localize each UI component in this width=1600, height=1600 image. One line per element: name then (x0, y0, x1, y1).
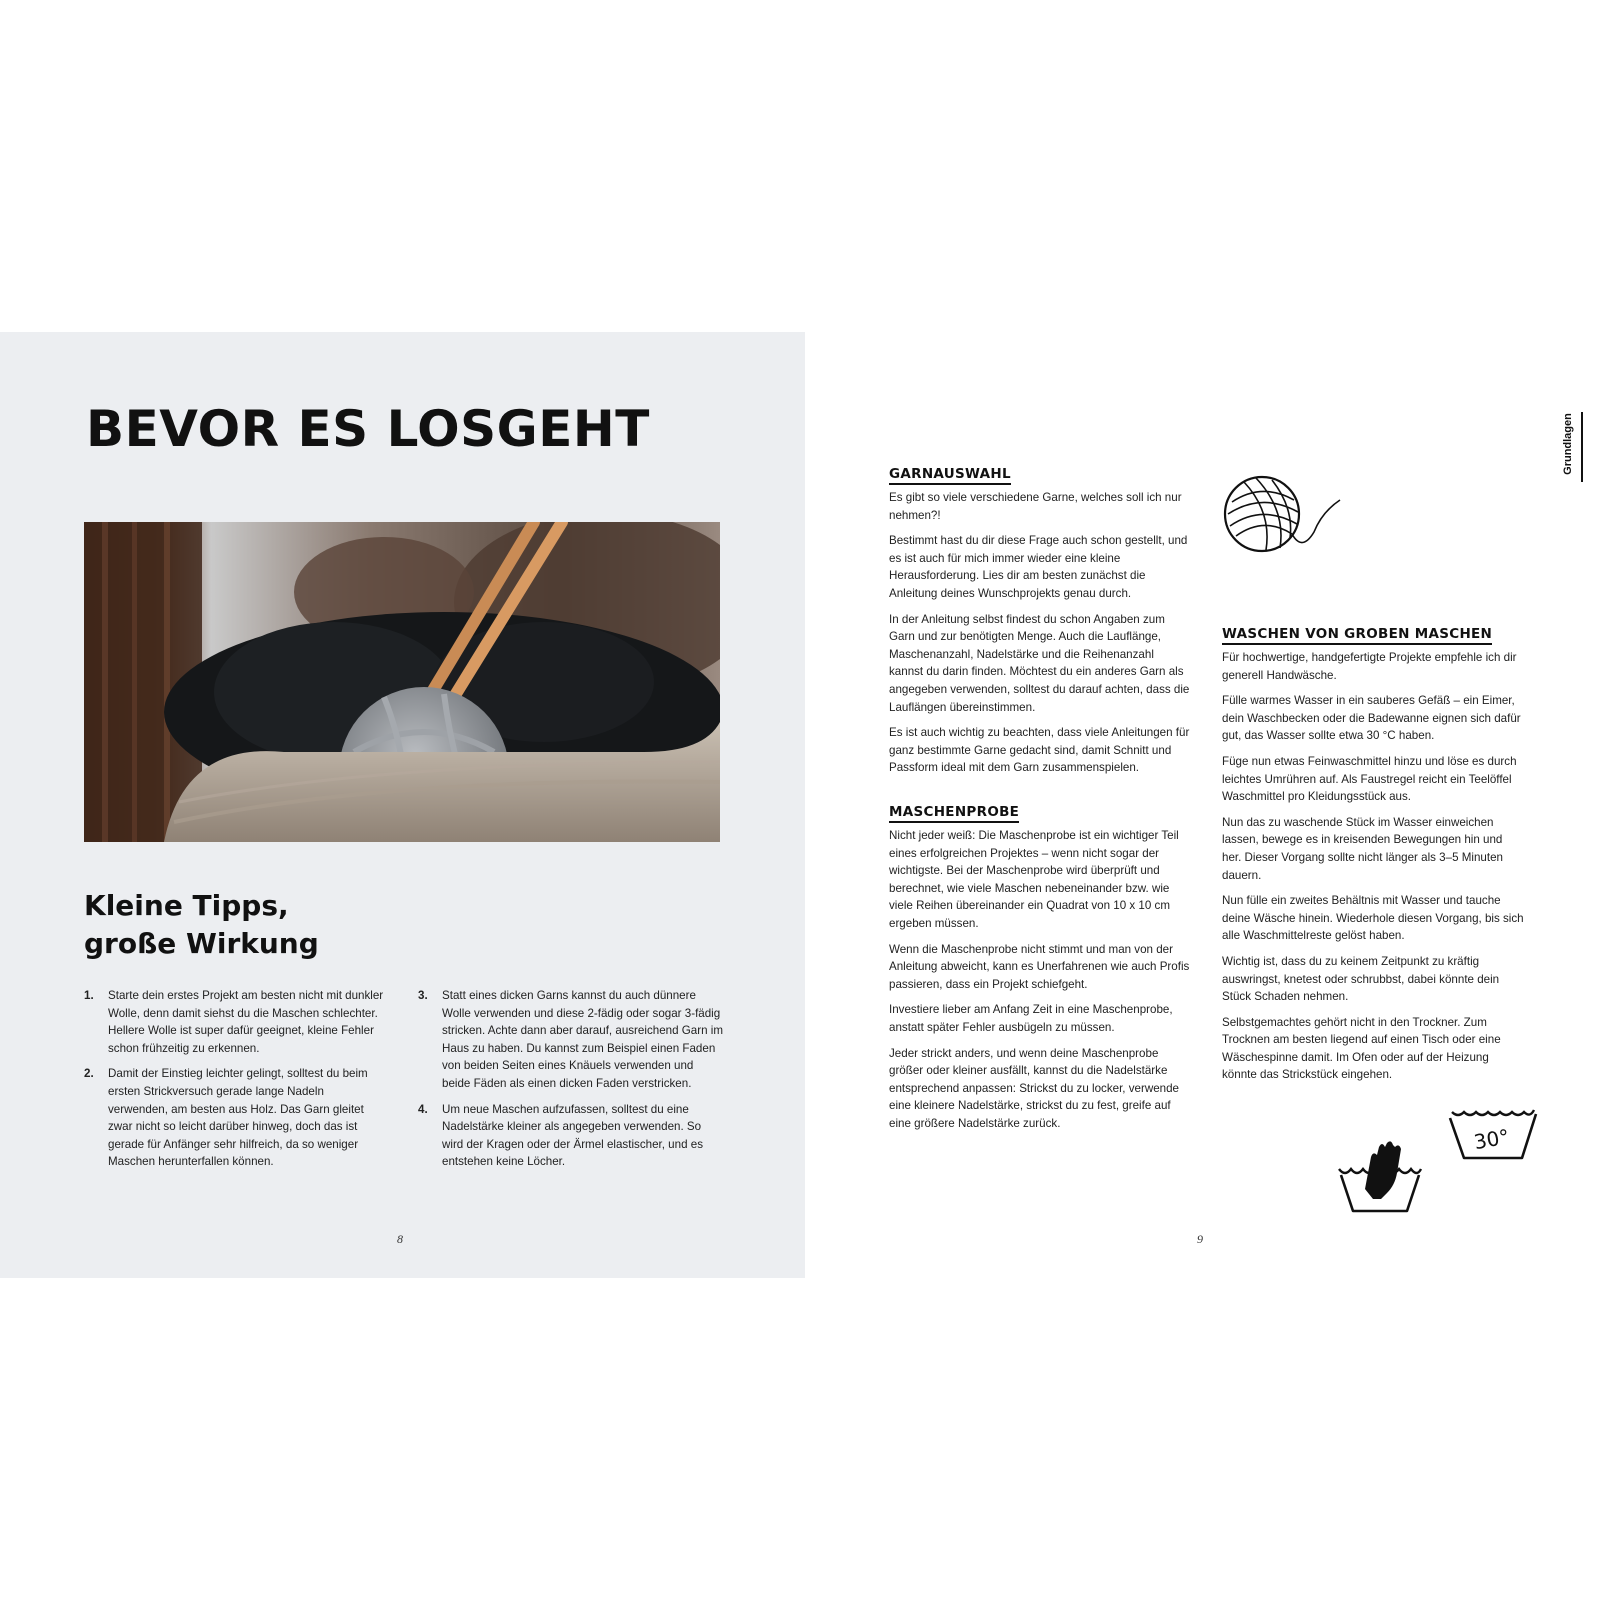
tip-number: 4. (418, 1102, 428, 1116)
paragraph: Nun fülle ein zweites Behältnis mit Wasser und tauche deine Wäsche hinein. Wiederhole diesen Vorgang, bis sich alle Waschmittelreste gelöst haben. (1222, 894, 1524, 943)
page-number-left: 8 (397, 1232, 403, 1246)
tip-item (418, 987, 723, 1093)
paragraph: Es gibt so viele verschiedene Garne, welches soll ich nur nehmen?! (889, 491, 1182, 522)
tip-item (84, 1065, 384, 1171)
book-spread (0, 332, 1600, 1278)
paragraph: Für hochwertige, handgefertigte Projekte empfehle ich dir generell Handwäsche. (1222, 651, 1517, 682)
tips-list-column-1 (84, 987, 384, 1179)
page-number-right: 9 (1197, 1232, 1203, 1246)
paragraph: Bestimmt hast du dir diese Frage auch schon gestellt, und es ist auch für mich immer wieder eine kleine Herausforderung. Lies dir am besten zunächst die Anleitung deines Wunschprojekts genau durch. (889, 534, 1188, 600)
tip-number: 1. (84, 989, 94, 1002)
paragraph: Es ist auch wichtig zu beachten, dass viele Anleitungen für ganz bestimmte Garne gedacht sind, damit Schnitt und Passform ideal mit dem Garn zusammenspielen. (889, 726, 1190, 775)
paragraph: Fülle warmes Wasser in ein sauberes Gefäß – ein Eimer, dein Waschbecken oder die Badewanne eignen sich dafür gut, das Wasser sollte etwa 30 °C haben. (1222, 694, 1521, 743)
heading-garnauswahl: GARNAUSWAHL (889, 466, 1011, 485)
photo-illustration (84, 522, 720, 842)
hand-wash-icon (1335, 1137, 1425, 1222)
chapter-side-tab-label: Grundlagen (1561, 413, 1574, 475)
subtitle-line-1: Kleine Tipps, (84, 889, 289, 922)
paragraph: Nicht jeder weiß: Die Maschenprobe ist ein wichtiger Teil eines erfolgreichen Projektes – wenn nicht sogar der wichtigste. Bei der Maschenprobe wird überprüft und berechnet, wie viele Maschen nebeneinander bzw. wie viele Reihen übereinander ein Quadrat von 10 x 10 cm ergeben müssen. (889, 829, 1179, 930)
heading-waschen: WASCHEN VON GROBEN MASCHEN (1222, 626, 1492, 645)
section-garnauswahl (889, 466, 1191, 785)
wash-30-icon (1448, 1102, 1540, 1173)
tips-list-column-2 (418, 987, 723, 1179)
left-page (0, 332, 805, 1278)
paragraph: In der Anleitung selbst findest du schon Angaben zum Garn und zur benötigten Menge. Auch die Lauflänge, Maschenanzahl, Nadelstärke und die Reihenanzahl kannst du darin finden. Möchtest du ein anderes Garn als angegeben verwenden, solltest du darauf achten, dass die Lauflängen übereinstimmen. (889, 612, 1190, 714)
tip-text: Um neue Maschen aufzufassen, solltest du eine Nadelstärke kleiner als angegeben verwenden. So wird der Kragen oder der Ärmel elastischer, und es entstehen keine Löcher. (442, 1102, 703, 1169)
section-maschenprobe (889, 804, 1191, 1141)
section-subtitle (84, 887, 319, 963)
wash-temperature-label: 30° (1472, 1124, 1512, 1155)
tip-text: Starte dein erstes Projekt am besten nicht mit dunkler Wolle, denn damit siehst du die Maschen schlechter. Hellere Wolle ist super dafür geeignet, kleine Fehler schon frühzeitig zu erkennen. (108, 989, 384, 1055)
tip-number: 3. (418, 989, 428, 1002)
paragraph: Jeder strickt anders, und wenn deine Maschenprobe größer oder kleiner ausfällt, kannst du die Nadelstärke entsprechend anpassen: Strickst du zu locker, verwende eine kleinere Nadelstärke, strickst du zu fest, greife auf eine größere Nadelstärke zurück. (889, 1046, 1180, 1130)
paragraph: Füge nun etwas Feinwaschmittel hinzu und löse es durch leichtes Umrühren auf. Als Faustregel reicht ein Teelöffel Waschmittel pro Kleidungsstück aus. (1222, 754, 1517, 804)
subtitle-line-2: große Wirkung (84, 927, 319, 960)
knitting-basket-photo (84, 522, 720, 842)
tip-text: Statt eines dicken Garns kannst du auch dünnere Wolle verwenden und diese 2-fädig oder sogar 3-fädig stricken. Achte dann aber darauf, ausreichend Garn im Haus zu haben. Du kannst zum Beispiel einen Faden von beiden Seiten eines Knäuels verwenden und beide Fäden als einen dicken Faden verstricken. (442, 989, 723, 1090)
page-title: BEVOR ES LOSGEHT (86, 400, 650, 458)
heading-maschenprobe: MASCHENPROBE (889, 804, 1019, 823)
paragraph: Selbstgemachtes gehört nicht in den Trockner. Zum Trocknen am besten liegend auf einen Tisch oder eine Wäschespinne damit. Im Ofen oder auf der Heizung könnte das Strickstück eingehen. (1222, 1015, 1501, 1082)
right-page (805, 332, 1600, 1278)
tip-item (418, 1101, 723, 1171)
paragraph: Wichtig ist, dass du zu keinem Zeitpunkt zu kräftig auswringst, knetest oder schrubbst, dabei könnte dein Stück Schaden nehmen. (1222, 954, 1500, 1004)
paragraph: Investiere lieber am Anfang Zeit in eine Maschenprobe, anstatt später Fehler ausbügeln zu müssen. (889, 1003, 1173, 1034)
section-waschen (1222, 626, 1524, 1092)
yarn-ball-icon (1222, 472, 1352, 567)
tip-item (84, 987, 384, 1057)
tip-number: 2. (84, 1067, 94, 1081)
chapter-side-tab (1563, 412, 1583, 482)
paragraph: Nun das zu waschende Stück im Wasser einweichen lassen, bewege es in kreisenden Bewegungen hin und her. Dieser Vorgang sollte nicht länger als 3–5 Minuten dauern. (1222, 815, 1503, 882)
paragraph: Wenn die Maschenprobe nicht stimmt und man von der Anleitung abweicht, kann es Unerfahrenen wie auch Profis passieren, dass ein Projekt schiefgeht. (889, 942, 1190, 991)
tip-text: Damit der Einstieg leichter gelingt, solltest du beim ersten Strickversuch gerade lange Nadeln verwenden, am besten aus Holz. Das Garn gleitet zwar nicht so leicht darüber hinweg, doch das ist gerade für Anfänger sehr hilfreich, da so weniger Maschen herunterfallen können. (108, 1067, 368, 1169)
